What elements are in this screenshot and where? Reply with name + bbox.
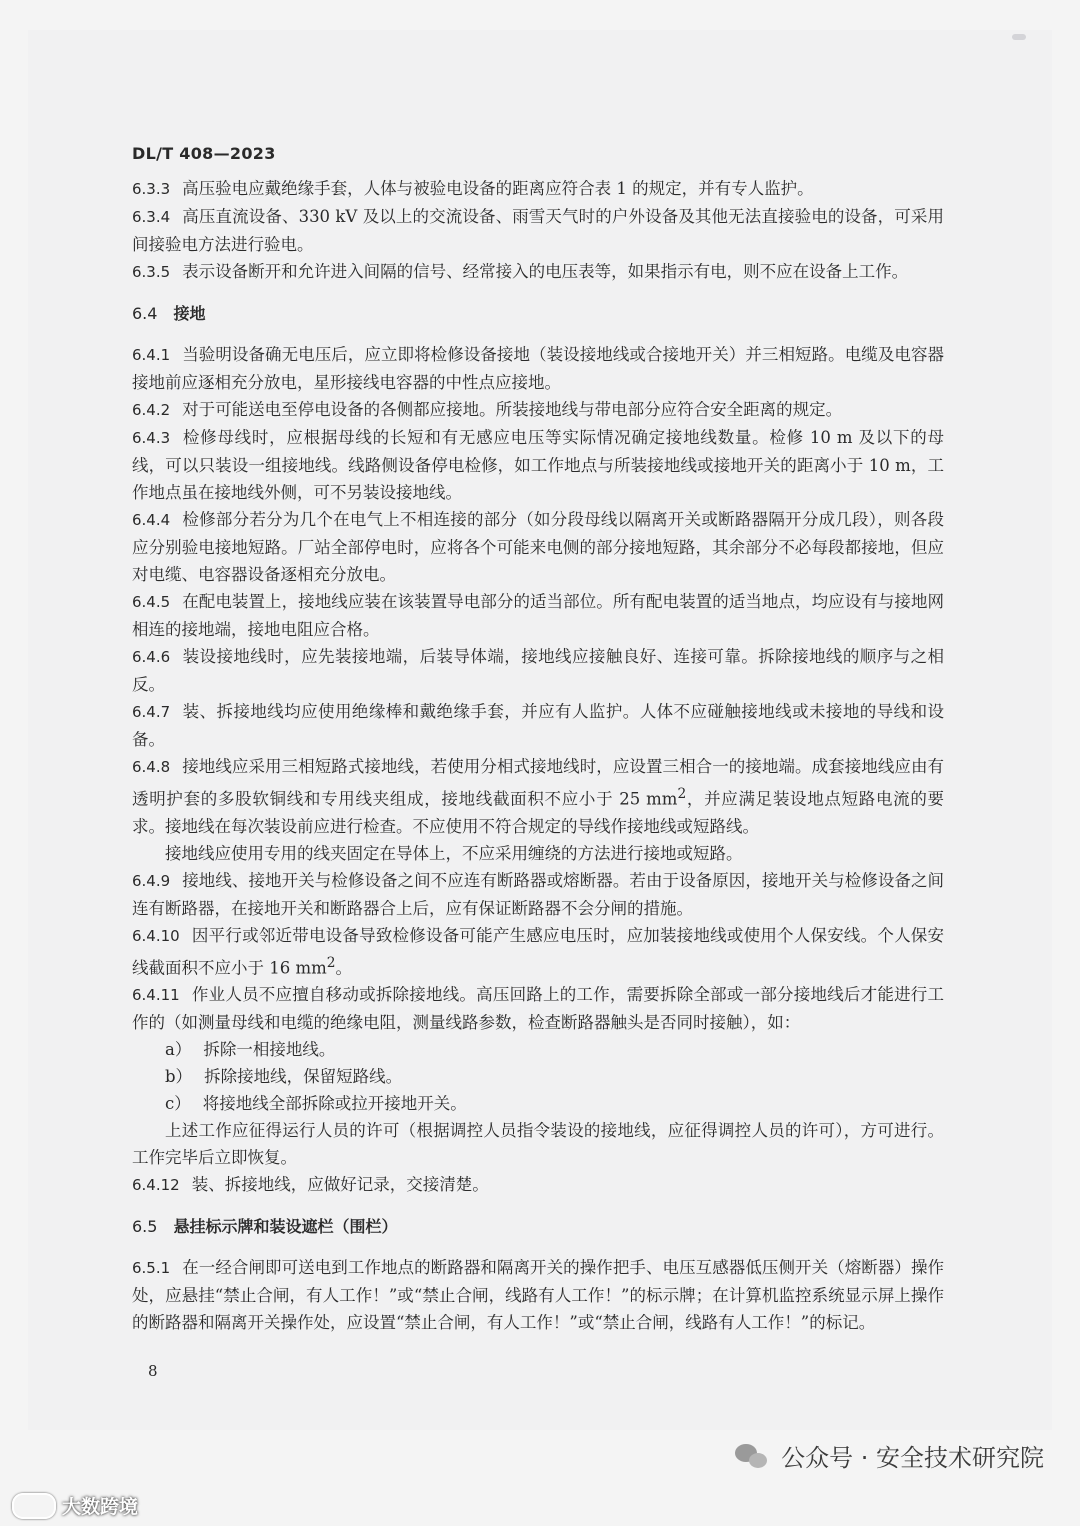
clause-6-4-10 <box>132 922 944 982</box>
list-item <box>132 1063 944 1090</box>
wechat-icon <box>735 1442 771 1470</box>
clause-text: 接地线应采用三相短路式接地线，若使用分相式接地线时，应设置三相合一的接地端。成套接地线应由有透明护套的多股软铜线和专用线夹组成，接地线截面积不应小于 25 mm <box>132 757 944 809</box>
clause-text: 接地线、接地开关与检修设备之间不应连有断路器或熔断器。若由于设备原因，接地开关与检修设备之间连有断路器，在接地开关和断路器合上后，应有保证断路器不会分闸的措施。 <box>132 870 944 918</box>
scan-mark <box>1012 34 1026 40</box>
list-item <box>132 1036 944 1063</box>
section-number: 6.4 <box>132 304 158 323</box>
section-heading-6-4 <box>132 300 944 327</box>
clause-text-cont: 。 <box>335 958 353 977</box>
clause-6-4-1 <box>132 341 944 396</box>
clause-6-3-4 <box>132 203 944 258</box>
clause-6-4-11 <box>132 981 944 1036</box>
clause-number: 6.4.4 <box>132 511 171 529</box>
clause-6-4-8 <box>132 753 944 840</box>
clause-number: 6.5.1 <box>132 1259 171 1277</box>
clause-number: 6.4.5 <box>132 593 171 611</box>
wechat-watermark <box>735 1438 1044 1473</box>
clause-6-3-5 <box>132 258 944 286</box>
clause-number: 6.4.6 <box>132 648 171 666</box>
clause-number: 6.3.3 <box>132 180 171 198</box>
list-item <box>132 1090 944 1117</box>
clause-number: 6.4.12 <box>132 1176 180 1194</box>
clause-6-4-3 <box>132 424 944 506</box>
clause-number: 6.3.5 <box>132 263 171 281</box>
list-text: 将接地线全部拆除或拉开接地开关。 <box>202 1094 467 1113</box>
clause-number: 6.4.1 <box>132 346 171 364</box>
clause-text: 高压验电应戴绝缘手套，人体与被验电设备的距离应符合表 1 的规定，并有专人监护。 <box>182 179 814 198</box>
watermark-text: 公众号 · 安全技术研究院 <box>781 1444 1044 1472</box>
clause-text: 检修母线时，应根据母线的长短和有无感应电压等实际情况确定接地线数量。检修 10 m 及以下的母线，可以只装设一组接地线。线路侧设备停电检修，如工作地点与所装接地线或接地开关的距离小于 10 m，工作地点虽在接地线外侧，可不另装设接地线。 <box>132 428 944 502</box>
clause-text: 对于可能送电至停电设备的各侧都应接地。所装接地线与带电部分应符合安全距离的规定。 <box>182 400 843 419</box>
clause-number: 6.4.2 <box>132 401 171 419</box>
clause-text: 装、拆接地线，应做好记录，交接清楚。 <box>191 1175 489 1194</box>
clause-number: 6.4.3 <box>132 429 171 447</box>
standard-header: DL/T 408—2023 <box>132 144 276 163</box>
logo-icon <box>12 1493 56 1519</box>
clause-text: 表示设备断开和允许进入间隔的信号、经常接入的电压表等，如果指示有电，则不应在设备上工作。 <box>182 262 909 281</box>
clause-6-4-12 <box>132 1171 944 1199</box>
clause-6-4-6 <box>132 643 944 698</box>
clause-6-4-11-para2: 上述工作应征得运行人员的许可（根据调控人员指令装设的接地线，应征得调控人员的许可），方可进行。工作完毕后立即恢复。 <box>132 1121 944 1167</box>
clause-text: 高压直流设备、330 kV 及以上的交流设备、雨雪天气时的户外设备及其他无法直接验电的设备，可采用间接验电方法进行验电。 <box>132 207 944 254</box>
clause-text-cont: ，并应满足装设地点短路电流的要求。接地线在每次装设前应进行检查。不应使用不符合规定的导线作接地线或短路线。 <box>132 789 945 836</box>
watermark-text: 大数跨境 <box>62 1496 139 1518</box>
list-text: 拆除接地线，保留短路线。 <box>204 1067 403 1086</box>
list-marker: b） <box>165 1067 193 1086</box>
list-marker: a） <box>165 1040 192 1059</box>
clause-6-4-2 <box>132 396 944 424</box>
page-number: 8 <box>148 1362 158 1380</box>
clause-6-4-7 <box>132 698 944 753</box>
clause-text: 装、拆接地线均应使用绝缘棒和戴绝缘手套，并应有人监护。人体不应碰触接地线或未接地的导线和设备。 <box>132 702 944 749</box>
section-title: 接地 <box>173 304 206 323</box>
clause-number: 6.4.7 <box>132 703 171 721</box>
clause-6-5-1 <box>132 1254 944 1336</box>
superscript: 2 <box>326 954 336 971</box>
clause-number: 6.4.10 <box>132 926 180 945</box>
clause-text: 作业人员不应擅自移动或拆除接地线。高压回路上的工作，需要拆除全部或一部分接地线后才能进行工作的（如测量母线和电缆的绝缘电阻，测量线路参数，检查断路器触头是否同时接触），如： <box>132 985 944 1032</box>
clause-6-4-9 <box>132 867 944 922</box>
section-heading-6-5 <box>132 1213 944 1240</box>
clause-text: 在一经合闸即可送电到工作地点的断路器和隔离开关的操作把手、电压互感器低压侧开关（熔断器）操作处，应悬挂“禁止合闸，有人工作！”或“禁止合闸，线路有人工作！”的标示牌；在计算机监控系统显示屏上操作的断路器和隔离开关操作处，应设置“禁止合闸，有人工作！”或“禁止合闸，线路有人工作！”的标记。 <box>132 1258 944 1332</box>
clause-number: 6.4.9 <box>132 871 171 890</box>
list-text: 拆除一相接地线。 <box>203 1040 336 1059</box>
clause-text: 检修部分若分为几个在电气上不相连接的部分（如分段母线以隔离开关或断路器隔开分成几段），则各段应分别验电接地短路。厂站全部停电时，应将各个可能来电侧的部分接地短路，其余部分不必每段都接地，但应对电缆、电容器设备逐相充分放电。 <box>132 510 944 584</box>
clause-6-3-3 <box>132 175 944 203</box>
clause-6-4-8-para2: 接地线应使用专用的线夹固定在导体上，不应采用缠绕的方法进行接地或短路。 <box>165 843 743 863</box>
clause-number: 6.3.4 <box>132 208 171 226</box>
clause-text: 装设接地线时，应先装接地端，后装导体端，接地线应接触良好、连接可靠。拆除接地线的顺序与之相反。 <box>132 647 944 694</box>
clause-6-4-5 <box>132 588 944 643</box>
corner-watermark <box>12 1492 138 1519</box>
list-marker: c） <box>165 1094 191 1113</box>
clause-text: 当验明设备确无电压后，应立即将检修设备接地（装设接地线或合接地开关）并三相短路。电缆及电容器接地前应逐相充分放电，星形接线电容器的中性点应接地。 <box>132 345 944 392</box>
clause-number: 6.4.8 <box>132 758 171 776</box>
superscript: 2 <box>677 786 687 802</box>
document-body <box>132 140 944 1336</box>
clause-number: 6.4.11 <box>132 986 180 1004</box>
section-title: 悬挂标示牌和装设遮栏（围栏） <box>173 1217 398 1236</box>
clause-6-4-4 <box>132 506 944 588</box>
section-number: 6.5 <box>132 1217 158 1236</box>
clause-text: 在配电装置上，接地线应装在该装置导电部分的适当部位。所有配电装置的适当地点，均应设有与接地网相连的接地端，接地电阻应合格。 <box>132 592 944 639</box>
clause-text: 因平行或邻近带电设备导致检修设备可能产生感应电压时，应加装接地线或使用个人保安线。个人保安线截面积不应小于 16 mm <box>132 925 944 977</box>
